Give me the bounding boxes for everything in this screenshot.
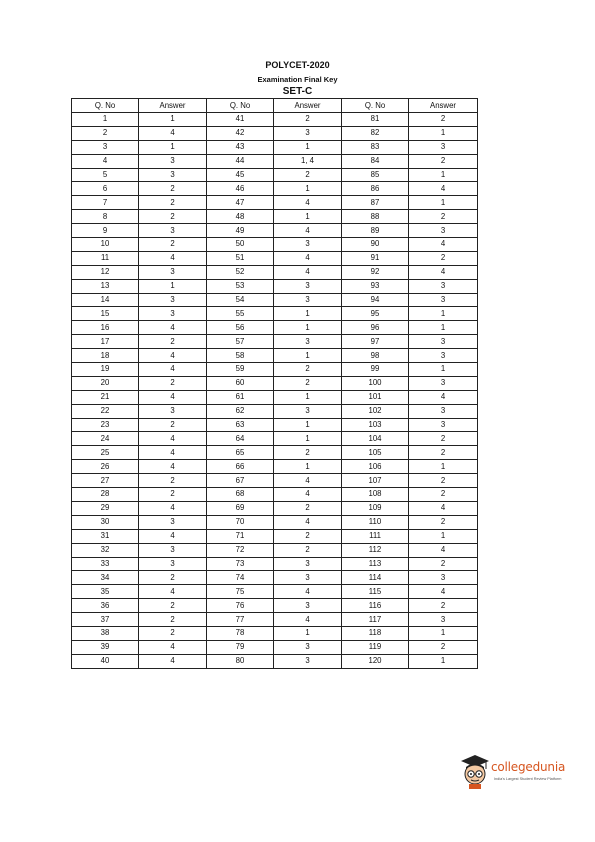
question-number-cell: 5 <box>72 168 139 182</box>
question-number-cell: 10 <box>72 238 139 252</box>
answer-cell: 3 <box>409 279 478 293</box>
question-number-cell: 28 <box>72 488 139 502</box>
table-row <box>72 251 478 265</box>
answer-cell: 4 <box>274 488 342 502</box>
question-number-cell: 68 <box>207 488 274 502</box>
answer-cell: 1 <box>139 279 207 293</box>
answer-cell: 3 <box>274 126 342 140</box>
question-number-cell: 45 <box>207 168 274 182</box>
question-number-cell: 48 <box>207 210 274 224</box>
answer-cell: 3 <box>139 154 207 168</box>
question-number-cell: 38 <box>72 626 139 640</box>
document-title: POLYCET-2020 <box>265 60 330 70</box>
question-number-cell: 19 <box>72 363 139 377</box>
question-number-cell: 52 <box>207 265 274 279</box>
question-number-cell: 72 <box>207 543 274 557</box>
table-row <box>72 196 478 210</box>
column-header: Q. No <box>207 99 274 113</box>
answer-cell: 2 <box>139 626 207 640</box>
question-number-cell: 58 <box>207 349 274 363</box>
logo-tagline: India's Largest Student Review Platform <box>494 777 562 781</box>
table-row <box>72 154 478 168</box>
table-row <box>72 571 478 585</box>
answer-cell: 1 <box>409 321 478 335</box>
question-number-cell: 39 <box>72 640 139 654</box>
answer-cell: 4 <box>409 501 478 515</box>
question-number-cell: 21 <box>72 390 139 404</box>
question-number-cell: 100 <box>342 376 409 390</box>
question-number-cell: 69 <box>207 501 274 515</box>
answer-cell: 1 <box>274 182 342 196</box>
answer-cell: 3 <box>409 293 478 307</box>
answer-cell: 1 <box>409 654 478 668</box>
answer-cell: 1 <box>409 168 478 182</box>
question-number-cell: 104 <box>342 432 409 446</box>
question-number-cell: 91 <box>342 251 409 265</box>
table-row <box>72 265 478 279</box>
question-number-cell: 65 <box>207 446 274 460</box>
table-row <box>72 293 478 307</box>
answer-cell: 4 <box>139 390 207 404</box>
question-number-cell: 59 <box>207 363 274 377</box>
answer-cell: 3 <box>409 224 478 238</box>
question-number-cell: 34 <box>72 571 139 585</box>
table-row <box>72 543 478 557</box>
question-number-cell: 25 <box>72 446 139 460</box>
question-number-cell: 32 <box>72 543 139 557</box>
question-number-cell: 107 <box>342 474 409 488</box>
question-number-cell: 56 <box>207 321 274 335</box>
question-number-cell: 88 <box>342 210 409 224</box>
answer-cell: 4 <box>139 654 207 668</box>
table-row <box>72 585 478 599</box>
answer-cell: 3 <box>274 404 342 418</box>
question-number-cell: 16 <box>72 321 139 335</box>
question-number-cell: 8 <box>72 210 139 224</box>
answer-cell: 2 <box>409 488 478 502</box>
answer-cell: 4 <box>139 432 207 446</box>
question-number-cell: 77 <box>207 613 274 627</box>
question-number-cell: 86 <box>342 182 409 196</box>
question-number-cell: 109 <box>342 501 409 515</box>
answer-cell: 2 <box>409 515 478 529</box>
question-number-cell: 41 <box>207 113 274 127</box>
question-number-cell: 12 <box>72 265 139 279</box>
answer-cell: 3 <box>274 599 342 613</box>
answer-cell: 2 <box>274 363 342 377</box>
table-row <box>72 126 478 140</box>
answer-cell: 2 <box>274 446 342 460</box>
answer-cell: 3 <box>274 335 342 349</box>
question-number-cell: 87 <box>342 196 409 210</box>
answer-cell: 2 <box>274 113 342 127</box>
table-row <box>72 335 478 349</box>
answer-cell: 3 <box>139 293 207 307</box>
answer-cell: 2 <box>139 210 207 224</box>
table-row <box>72 557 478 571</box>
table-row <box>72 640 478 654</box>
answer-cell: 4 <box>139 460 207 474</box>
answer-cell: 2 <box>139 376 207 390</box>
answer-cell: 4 <box>139 529 207 543</box>
question-number-cell: 2 <box>72 126 139 140</box>
answer-cell: 4 <box>274 515 342 529</box>
question-number-cell: 37 <box>72 613 139 627</box>
answer-cell: 4 <box>409 585 478 599</box>
answer-cell: 2 <box>409 113 478 127</box>
answer-cell: 2 <box>409 251 478 265</box>
question-number-cell: 106 <box>342 460 409 474</box>
question-number-cell: 116 <box>342 599 409 613</box>
question-number-cell: 93 <box>342 279 409 293</box>
table-row <box>72 210 478 224</box>
document-subtitle: Examination Final Key <box>257 75 338 84</box>
answer-key-table <box>71 98 478 669</box>
answer-cell: 1 <box>274 140 342 154</box>
answer-cell: 2 <box>409 432 478 446</box>
answer-cell: 2 <box>274 376 342 390</box>
answer-cell: 4 <box>274 613 342 627</box>
question-number-cell: 70 <box>207 515 274 529</box>
answer-cell: 4 <box>139 446 207 460</box>
question-number-cell: 3 <box>72 140 139 154</box>
logo-wordmark: collegedunia <box>491 760 566 774</box>
question-number-cell: 6 <box>72 182 139 196</box>
answer-cell: 1 <box>139 113 207 127</box>
question-number-cell: 73 <box>207 557 274 571</box>
table-row <box>72 446 478 460</box>
answer-cell: 2 <box>139 418 207 432</box>
column-header: Q. No <box>72 99 139 113</box>
answer-cell: 4 <box>139 363 207 377</box>
question-number-cell: 75 <box>207 585 274 599</box>
question-number-cell: 111 <box>342 529 409 543</box>
answer-cell: 1 <box>274 460 342 474</box>
question-number-cell: 57 <box>207 335 274 349</box>
question-number-cell: 47 <box>207 196 274 210</box>
table-row <box>72 599 478 613</box>
column-header: Q. No <box>342 99 409 113</box>
answer-cell: 3 <box>139 404 207 418</box>
answer-cell: 3 <box>274 238 342 252</box>
answer-cell: 2 <box>409 154 478 168</box>
question-number-cell: 114 <box>342 571 409 585</box>
question-number-cell: 1 <box>72 113 139 127</box>
question-number-cell: 9 <box>72 224 139 238</box>
table-row <box>72 279 478 293</box>
question-number-cell: 44 <box>207 154 274 168</box>
question-number-cell: 90 <box>342 238 409 252</box>
answer-cell: 2 <box>409 446 478 460</box>
question-number-cell: 120 <box>342 654 409 668</box>
answer-cell: 3 <box>139 515 207 529</box>
question-number-cell: 85 <box>342 168 409 182</box>
answer-cell: 2 <box>274 529 342 543</box>
answer-cell: 2 <box>409 599 478 613</box>
column-header: Answer <box>274 99 342 113</box>
question-number-cell: 80 <box>207 654 274 668</box>
table-row <box>72 140 478 154</box>
question-number-cell: 112 <box>342 543 409 557</box>
question-number-cell: 101 <box>342 390 409 404</box>
answer-cell: 4 <box>139 640 207 654</box>
question-number-cell: 118 <box>342 626 409 640</box>
answer-cell: 1 <box>409 307 478 321</box>
answer-cell: 4 <box>139 126 207 140</box>
question-number-cell: 98 <box>342 349 409 363</box>
answer-cell: 3 <box>409 140 478 154</box>
table-row <box>72 182 478 196</box>
answer-cell: 1 <box>409 626 478 640</box>
question-number-cell: 67 <box>207 474 274 488</box>
question-number-cell: 30 <box>72 515 139 529</box>
question-number-cell: 17 <box>72 335 139 349</box>
question-number-cell: 76 <box>207 599 274 613</box>
answer-cell: 1 <box>274 432 342 446</box>
question-number-cell: 108 <box>342 488 409 502</box>
student-avatar-icon <box>458 752 492 790</box>
table-row <box>72 238 478 252</box>
table-header-row <box>72 99 478 113</box>
answer-cell: 2 <box>274 168 342 182</box>
question-number-cell: 51 <box>207 251 274 265</box>
table-row <box>72 307 478 321</box>
answer-cell: 2 <box>139 599 207 613</box>
column-header: Answer <box>409 99 478 113</box>
question-number-cell: 62 <box>207 404 274 418</box>
answer-cell: 3 <box>274 293 342 307</box>
answer-cell: 1, 4 <box>274 154 342 168</box>
answer-cell: 1 <box>274 626 342 640</box>
answer-cell: 1 <box>409 126 478 140</box>
question-number-cell: 55 <box>207 307 274 321</box>
answer-cell: 1 <box>274 390 342 404</box>
answer-cell: 2 <box>139 488 207 502</box>
answer-cell: 1 <box>409 196 478 210</box>
set-label: SET-C <box>282 86 313 97</box>
question-number-cell: 71 <box>207 529 274 543</box>
question-number-cell: 66 <box>207 460 274 474</box>
answer-cell: 3 <box>274 557 342 571</box>
question-number-cell: 11 <box>72 251 139 265</box>
question-number-cell: 54 <box>207 293 274 307</box>
question-number-cell: 78 <box>207 626 274 640</box>
question-number-cell: 96 <box>342 321 409 335</box>
answer-cell: 3 <box>409 613 478 627</box>
answer-cell: 2 <box>409 640 478 654</box>
answer-cell: 2 <box>409 474 478 488</box>
answer-cell: 2 <box>274 501 342 515</box>
answer-cell: 1 <box>409 363 478 377</box>
question-number-cell: 89 <box>342 224 409 238</box>
question-number-cell: 102 <box>342 404 409 418</box>
answer-cell: 1 <box>274 418 342 432</box>
question-number-cell: 83 <box>342 140 409 154</box>
question-number-cell: 117 <box>342 613 409 627</box>
answer-cell: 3 <box>409 376 478 390</box>
answer-cell: 3 <box>139 168 207 182</box>
question-number-cell: 94 <box>342 293 409 307</box>
answer-cell: 4 <box>139 349 207 363</box>
question-number-cell: 82 <box>342 126 409 140</box>
question-number-cell: 13 <box>72 279 139 293</box>
answer-cell: 2 <box>409 557 478 571</box>
answer-cell: 2 <box>139 182 207 196</box>
question-number-cell: 26 <box>72 460 139 474</box>
answer-cell: 4 <box>409 238 478 252</box>
answer-cell: 3 <box>409 335 478 349</box>
answer-cell: 3 <box>274 654 342 668</box>
answer-cell: 3 <box>409 418 478 432</box>
question-number-cell: 36 <box>72 599 139 613</box>
answer-cell: 4 <box>409 182 478 196</box>
question-number-cell: 61 <box>207 390 274 404</box>
question-number-cell: 46 <box>207 182 274 196</box>
answer-cell: 4 <box>274 196 342 210</box>
table-row <box>72 515 478 529</box>
question-number-cell: 18 <box>72 349 139 363</box>
table-row <box>72 363 478 377</box>
question-number-cell: 15 <box>72 307 139 321</box>
answer-cell: 4 <box>274 585 342 599</box>
question-number-cell: 63 <box>207 418 274 432</box>
answer-cell: 2 <box>139 335 207 349</box>
question-number-cell: 31 <box>72 529 139 543</box>
question-number-cell: 53 <box>207 279 274 293</box>
answer-cell: 3 <box>409 349 478 363</box>
table-row <box>72 654 478 668</box>
answer-cell: 1 <box>409 460 478 474</box>
question-number-cell: 14 <box>72 293 139 307</box>
answer-cell: 4 <box>274 265 342 279</box>
table-row <box>72 390 478 404</box>
answer-cell: 4 <box>409 265 478 279</box>
answer-cell: 3 <box>274 571 342 585</box>
answer-cell: 4 <box>274 251 342 265</box>
table-row <box>72 613 478 627</box>
question-number-cell: 43 <box>207 140 274 154</box>
answer-cell: 2 <box>139 613 207 627</box>
question-number-cell: 84 <box>342 154 409 168</box>
table-row <box>72 168 478 182</box>
table-row <box>72 349 478 363</box>
question-number-cell: 42 <box>207 126 274 140</box>
answer-cell: 4 <box>139 585 207 599</box>
answer-cell: 4 <box>274 474 342 488</box>
table-row <box>72 432 478 446</box>
table-row <box>72 418 478 432</box>
question-number-cell: 60 <box>207 376 274 390</box>
answer-cell: 3 <box>274 640 342 654</box>
question-number-cell: 49 <box>207 224 274 238</box>
answer-cell: 3 <box>139 265 207 279</box>
answer-cell: 1 <box>274 210 342 224</box>
answer-cell: 1 <box>274 307 342 321</box>
table-row <box>72 529 478 543</box>
question-number-cell: 81 <box>342 113 409 127</box>
question-number-cell: 20 <box>72 376 139 390</box>
question-number-cell: 74 <box>207 571 274 585</box>
collegedunia-logo <box>458 752 578 792</box>
answer-cell: 4 <box>139 321 207 335</box>
answer-cell: 3 <box>409 404 478 418</box>
column-header: Answer <box>139 99 207 113</box>
answer-cell: 4 <box>139 501 207 515</box>
answer-cell: 2 <box>409 210 478 224</box>
table-row <box>72 113 478 127</box>
question-number-cell: 79 <box>207 640 274 654</box>
answer-cell: 2 <box>139 238 207 252</box>
question-number-cell: 113 <box>342 557 409 571</box>
question-number-cell: 22 <box>72 404 139 418</box>
question-number-cell: 64 <box>207 432 274 446</box>
table-row <box>72 404 478 418</box>
answer-cell: 2 <box>274 543 342 557</box>
table-row <box>72 460 478 474</box>
table-row <box>72 376 478 390</box>
answer-cell: 2 <box>139 196 207 210</box>
question-number-cell: 33 <box>72 557 139 571</box>
question-number-cell: 50 <box>207 238 274 252</box>
table-row <box>72 321 478 335</box>
answer-cell: 1 <box>409 529 478 543</box>
question-number-cell: 105 <box>342 446 409 460</box>
answer-cell: 4 <box>274 224 342 238</box>
answer-cell: 3 <box>139 307 207 321</box>
question-number-cell: 27 <box>72 474 139 488</box>
question-number-cell: 119 <box>342 640 409 654</box>
answer-cell: 2 <box>139 474 207 488</box>
question-number-cell: 40 <box>72 654 139 668</box>
question-number-cell: 24 <box>72 432 139 446</box>
question-number-cell: 115 <box>342 585 409 599</box>
table-body <box>72 113 478 669</box>
answer-cell: 3 <box>139 543 207 557</box>
answer-cell: 4 <box>409 543 478 557</box>
question-number-cell: 110 <box>342 515 409 529</box>
table-row <box>72 488 478 502</box>
question-number-cell: 23 <box>72 418 139 432</box>
answer-cell: 3 <box>139 224 207 238</box>
question-number-cell: 92 <box>342 265 409 279</box>
table-row <box>72 501 478 515</box>
question-number-cell: 7 <box>72 196 139 210</box>
question-number-cell: 99 <box>342 363 409 377</box>
question-number-cell: 35 <box>72 585 139 599</box>
answer-cell: 1 <box>139 140 207 154</box>
answer-cell: 2 <box>139 571 207 585</box>
table-row <box>72 474 478 488</box>
question-number-cell: 103 <box>342 418 409 432</box>
question-number-cell: 4 <box>72 154 139 168</box>
answer-cell: 4 <box>409 390 478 404</box>
answer-cell: 1 <box>274 349 342 363</box>
answer-cell: 4 <box>139 251 207 265</box>
table-row <box>72 224 478 238</box>
table-row <box>72 626 478 640</box>
answer-cell: 1 <box>274 321 342 335</box>
question-number-cell: 95 <box>342 307 409 321</box>
answer-cell: 3 <box>274 279 342 293</box>
question-number-cell: 97 <box>342 335 409 349</box>
answer-cell: 3 <box>139 557 207 571</box>
answer-cell: 3 <box>409 571 478 585</box>
question-number-cell: 29 <box>72 501 139 515</box>
